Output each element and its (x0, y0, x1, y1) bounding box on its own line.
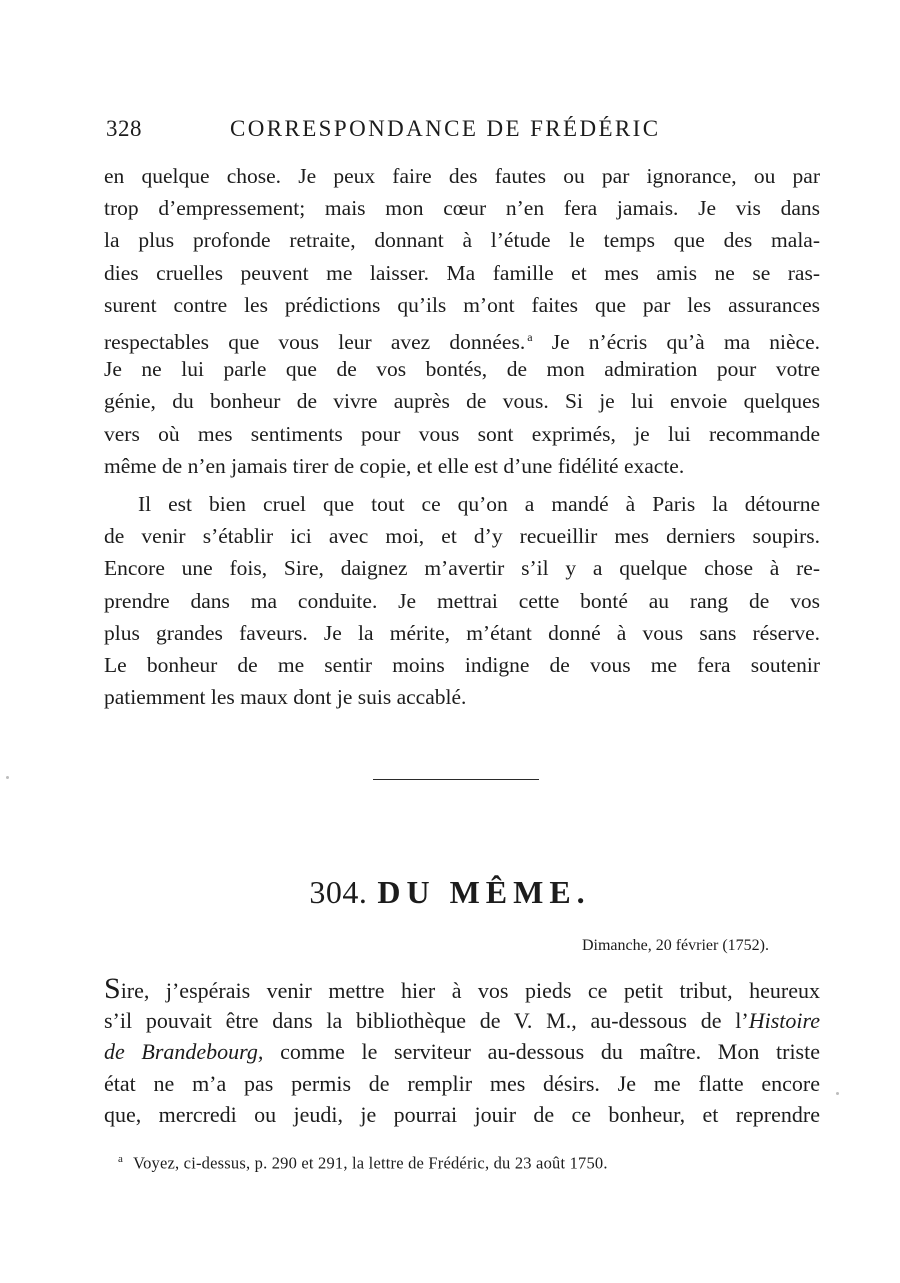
text-line-with-note (104, 321, 820, 353)
text-fragment: respectables que vous leur avez données. (104, 330, 526, 355)
text-line: surent contre les prédictions qu’ils m’ont faites que par les assurances (104, 292, 820, 317)
text-line: trop d’empressement; mais mon cœur n’en fera jamais. Je vis dans (104, 196, 820, 221)
letter-303-paragraph-2 (104, 488, 820, 713)
text-line: Je ne lui parle que de vos bontés, de mon admiration pour votre (104, 357, 820, 382)
text-line: de venir s’établir ici avec moi, et d’y recueillir mes derniers soupirs. (104, 524, 820, 549)
text-fragment: Je n’écris qu’à ma nièce. (532, 330, 820, 355)
text-fragment: comme le serviteur au-dessous du maître. Mon triste (263, 1039, 820, 1065)
paper-speck (6, 776, 9, 779)
text-line: plus grandes faveurs. Je la mérite, m’étant donné à vous sans réserve. (104, 620, 820, 645)
footnote-text: Voyez, ci-dessus, p. 290 et 291, la lettre de Frédéric, du 23 août 1750. (133, 1153, 608, 1173)
text-line: en quelque chose. Je peux faire des fautes ou par ignorance, ou par (104, 164, 820, 188)
text-line (104, 1005, 820, 1037)
text-line: même de n’en jamais tirer de copie, et elle est d’une fidélité exacte. (104, 453, 685, 478)
running-title: CORRESPONDANCE DE FRÉDÉRIC (230, 116, 661, 141)
text-line: la plus profonde retraite, donnant à l’étude le temps que des mala- (104, 228, 820, 253)
footnote (118, 1153, 608, 1174)
text-line: génie, du bonheur de vivre auprès de vous. Si je lui envoie quelques (104, 389, 820, 414)
text-line (104, 1036, 820, 1068)
running-head (106, 116, 826, 146)
paper-speck (836, 1092, 839, 1095)
book-title-fragment: Histoire (748, 1007, 820, 1033)
text-line: Encore une fois, Sire, daignez m’avertir s’il y a quelque chose à re- (104, 556, 820, 581)
text-line: Il est bien cruel que tout ce qu’on a mandé à Paris la détourne (138, 492, 820, 516)
text-fragment: ire, j’espérais venir mettre hier à vos pieds ce petit tribut, heureux (120, 978, 820, 1003)
text-line: dies cruelles peuvent me laisser. Ma famille et mes amis ne se ras- (104, 260, 820, 285)
footnote-reference: a (527, 329, 533, 344)
footnote-marker: a (118, 1153, 124, 1165)
letter-heading (0, 874, 900, 911)
letter-303-paragraph-1 (104, 160, 820, 482)
text-line: patiemment les maux dont je suis accablé. (104, 685, 467, 710)
text-line-with-dropcap (104, 973, 820, 1005)
page-number: 328 (106, 116, 142, 141)
text-line: prendre dans ma conduite. Je mettrai cette bonté au rang de vos (104, 588, 820, 613)
text-line: que, mercredi ou jeudi, je pourrai jouir de ce bonheur, et reprendre (104, 1102, 820, 1128)
letter-dateline: Dimanche, 20 février (1752). (581, 937, 769, 954)
letter-title: DU MÊME. (377, 874, 591, 910)
book-title-fragment: de Brandebourg, (104, 1039, 264, 1065)
text-line: état ne m’a pas permis de remplir mes désirs. Je me flatte encore (104, 1070, 820, 1096)
letter-number: 304. (309, 874, 368, 910)
drop-cap: S (104, 972, 121, 1005)
text-fragment: s’il pouvait être dans la bibliothèque de V. M., au-dessous de l’ (104, 1007, 749, 1033)
letter-304-body (104, 973, 820, 1131)
text-line: vers où mes sentiments pour vous sont exprimés, je lui recommande (104, 421, 820, 446)
separator-rule (373, 779, 539, 780)
text-line: Le bonheur de me sentir moins indigne de vous me fera soutenir (104, 652, 820, 677)
